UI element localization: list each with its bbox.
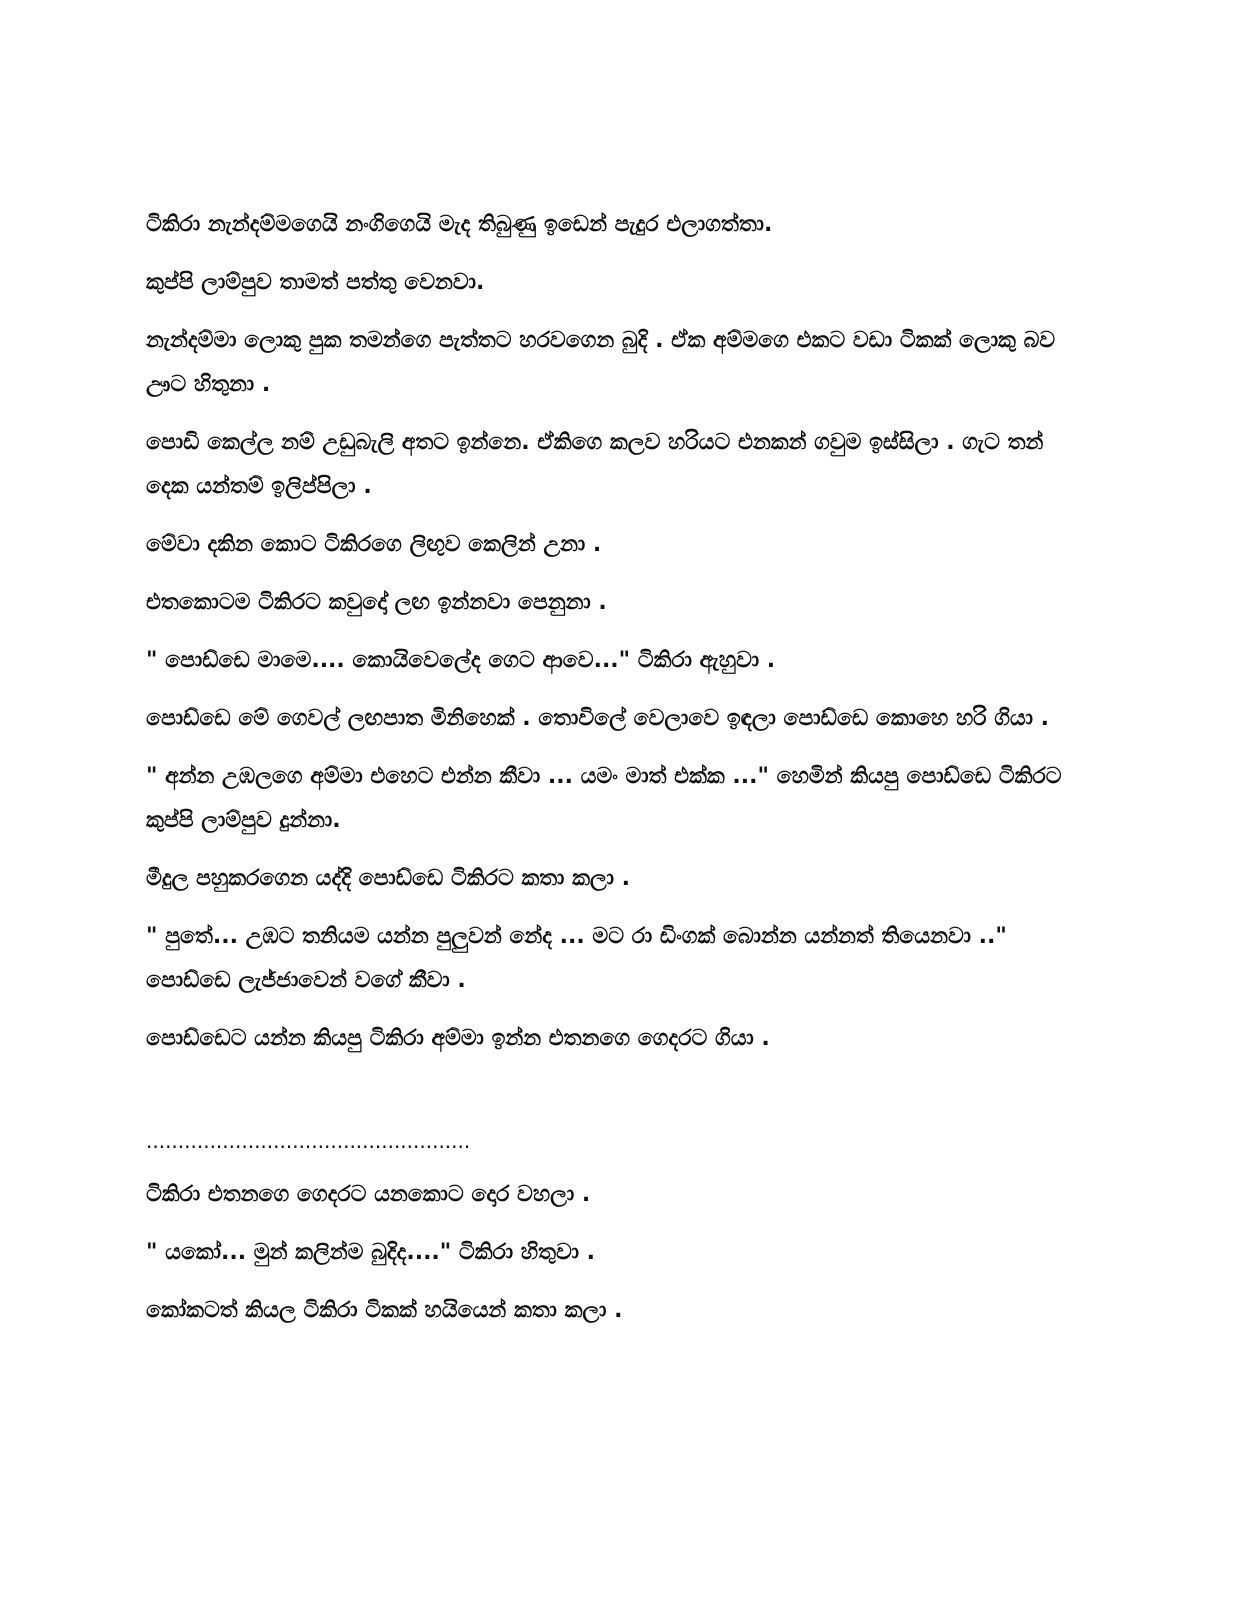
paragraph-10: මීදුල පහුකරගෙන යද්දි පොඩ්ඩෙ ටිකිරට කතා කලා . bbox=[146, 866, 630, 891]
paragraph-13: ටිකිරා එතනගෙ ගෙදරට යනකොට දොර වහලා . bbox=[146, 1182, 591, 1207]
paragraph-1: ටිකිරා නැන්දම්මගෙයි නංගිගෙයි මැද තිබුණු ඉඩෙන් පැදුර එලාගත්තා. bbox=[146, 212, 773, 237]
paragraph-3: නැන්දම්මා ලොකු පුක තමන්ගෙ පැත්තට හරවගෙන බුදි . ඒක අම්මගෙ එකට වඩා ටිකක් ලොකු බව ඌට හිතුනා . bbox=[146, 328, 1056, 397]
paragraph-14: " යකෝ... මුන් කලින්ම බුදිද...." ටිකිරා හිතුවා . bbox=[146, 1240, 596, 1265]
paragraph-2: කුප්පි ලාම්පුව තාමත් පත්තු වෙනවා. bbox=[146, 270, 485, 295]
paragraph-8: පොඩ්ඩෙ මේ ගෙවල් ලඟපාත මිනිහෙක් . තොවිලේ වෙලාවෙ ඉඳලා පොඩ්ඩෙ කොහෙ හරි ගියා . bbox=[146, 706, 1050, 731]
paragraph-11: " පුතේ... උඹට තනියම යන්න පුලුවන් නේද ... මට රා ඩිංගක් බොන්න යන්නත් තියෙනවා .." පොඩ්ඩෙ ලැජ්ජාවෙන් වගේ කීවා . bbox=[146, 924, 1007, 993]
section-separator: ................................................... bbox=[146, 1129, 471, 1153]
story-text bbox=[146, 203, 1086, 1347]
paragraph-15: කෝකටත් කියල ටිකිරා ටිකක් හයියෙන් කතා කලා . bbox=[146, 1298, 623, 1323]
paragraph-9: " අන්න උඹලගෙ අම්මා එහෙට එන්න කීවා ... යමං මාත් එක්ක ..." හෙමින් කියපු පොඩ්ඩෙ ටිකිරට කුප්පි ලාම්පුව දුන්නා. bbox=[146, 764, 1062, 833]
paragraph-6: එතකොටම ටිකිරට කවුදෝ ලඟ ඉන්නවා පෙනුනා . bbox=[146, 590, 607, 615]
paragraph-4: පොඩි කෙල්ල නම් උඩුබැලි අතට ඉන්නෙ. ඒකිගෙ කලව හරියට එනකන් ගවුම ඉස්සිලා . ගැට තන් දෙක යන්තම් ඉලිප්පිලා . bbox=[146, 430, 1044, 499]
paragraph-7: " පොඩ්ඩෙ මාමෙ.... කොයිවෙලේද ගෙට ආවෙ..." ටිකිරා ඇහුවා . bbox=[146, 648, 776, 673]
paragraph-12: පොඩ්ඩෙට යන්න කියපු ටිකිරා අම්මා ඉන්න එතනගෙ ගෙදරට ගියා . bbox=[146, 1026, 770, 1051]
paragraph-5: මේවා දකින කොට ටිකිරගෙ ලිඟුව කෙලින් උනා . bbox=[146, 532, 602, 557]
